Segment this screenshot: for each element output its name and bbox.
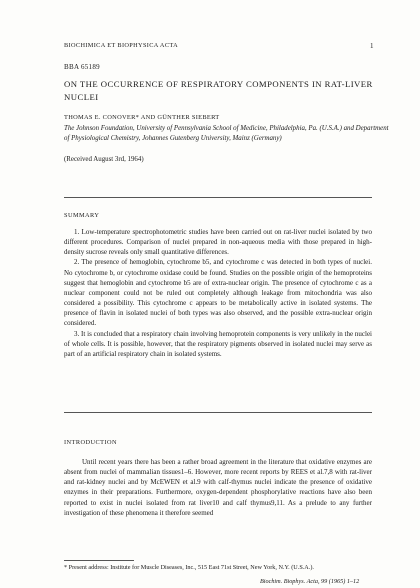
journal-name: BIOCHIMICA ET BIOPHYSICA ACTA: [64, 42, 178, 49]
introduction-paragraph: Until recent years there has been a rather broad agreement in the literature that oxidative enzymes are absent from nuclei of mammalian tissues1–6. However, more recent reports by REES et al.7,8 with rat-liver and rat-kidney nuclei and by McEWEN et al.9 with calf-thymus nuclei indicate the presence of oxidative enzymes in their preparations. Furthermore, oxygen-dependent phosphorylative reactions have also been reported to exist in nuclei isolated from rat liver10 and calf thymus9,11. As a prelude to any further investigation of these phenomena it therefore seemed: [64, 458, 372, 517]
summary-paragraph-1: 1. Low-temperature spectrophotometric studies have been carried out on rat-liver nuclei isolated by two different procedures. Comparison of nuclei prepared in non-aqueous media with those prepared in high-density sucrose reveals only small quantitative differences.: [64, 228, 372, 257]
received-date: (Received August 3rd, 1964): [64, 156, 144, 163]
divider-top: [64, 197, 372, 198]
article-affiliation: The Johnson Foundation, University of Pennsylvania School of Medicine, Philadelphia, Pa. (U.S.A.) and Department of Physiological Chemistry, Johannes Gutenberg University, Mainz (Germany): [64, 125, 389, 142]
divider-middle: [64, 412, 372, 413]
footnote-text: * Present address: Institute for Muscle Diseases, Inc., 515 East 71st Street, New York, N.Y. (U.S.A.).: [64, 564, 314, 571]
summary-paragraph-2: 2. The presence of hemoglobin, cytochrome b5, and cytochrome c was detected in both types of nuclei. No cytochrome b, or cytochrome oxidase could be found. Studies on the possible origin of the hemoproteins suggest that hemoglobin and cytochrome b5 are of extra-nuclear origin. The presence of cytochrome c as a nuclear component could not be ruled out completely although leakage from mitochondria was also considered a possibility. This cytochrome c appears to be metabolically active in isolated systems. The presence of flavin in isolated nuclei of both types was also observed, and the possible extra-nuclear origin considered.: [64, 258, 372, 328]
article-title: ON THE OCCURRENCE OF RESPIRATORY COMPONENTS IN RAT-LIVER NUCLEI: [64, 79, 373, 102]
journal-citation: Biochim. Biophys. Acta, 99 (1965) 1–12: [260, 578, 360, 585]
article-code: BBA 65189: [64, 63, 100, 71]
summary-paragraph-3: 3. It is concluded that a respiratory chain involving hemoprotein components is very unlikely in the nuclei of whole cells. It is possible, however, that the respiratory pigments observed in isolated nuclei may serve as part of an artificial respiratory chain in isolated systems.: [64, 329, 372, 358]
footnote-rule: [64, 560, 134, 561]
introduction-body: [64, 457, 372, 518]
summary-body: [64, 227, 372, 359]
page-number: 1: [370, 42, 374, 50]
summary-heading: SUMMARY: [64, 212, 100, 219]
introduction-heading: INTRODUCTION: [64, 439, 117, 446]
article-authors: THOMAS E. CONOVER* AND GÜNTHER SIEBERT: [64, 114, 220, 121]
